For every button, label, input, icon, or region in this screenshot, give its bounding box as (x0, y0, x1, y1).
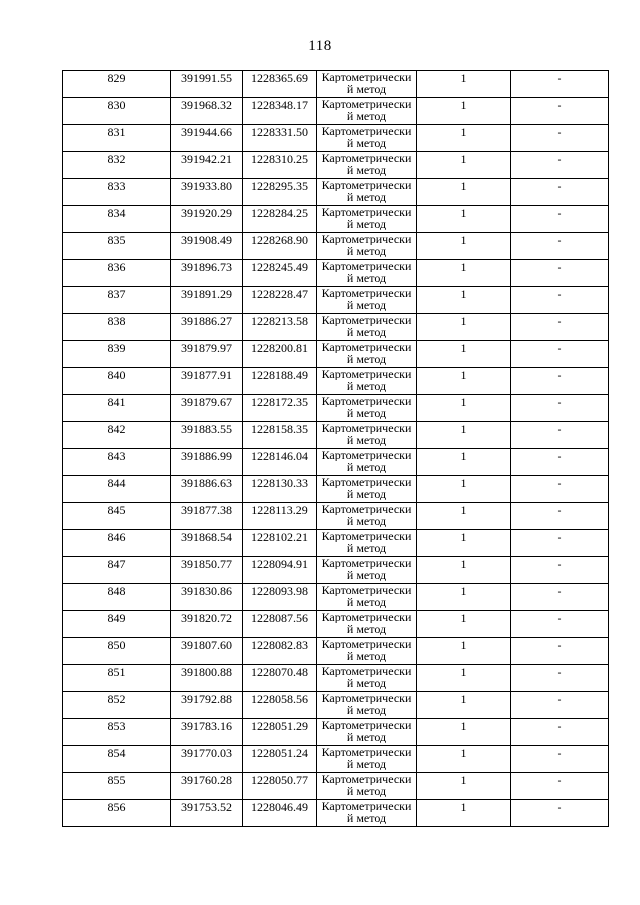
method-line-2: й метод (346, 596, 387, 608)
method-cell (317, 665, 417, 692)
description-cell: - (511, 422, 609, 449)
point-number-cell: 851 (63, 665, 171, 692)
x-coordinate-cell: 391942.21 (171, 152, 243, 179)
table-row (63, 152, 609, 179)
method-line-1: Картометрически (321, 449, 412, 461)
method-line-1: Картометрически (321, 800, 412, 812)
table-row (63, 260, 609, 287)
method-line-1: Картометрически (321, 395, 412, 407)
description-cell: - (511, 71, 609, 98)
accuracy-cell: 1 (417, 368, 511, 395)
accuracy-cell: 1 (417, 530, 511, 557)
y-coordinate-cell: 1228051.29 (243, 719, 317, 746)
method-line-2: й метод (346, 731, 387, 743)
method-line-1: Картометрически (321, 179, 412, 191)
x-coordinate-cell: 391991.55 (171, 71, 243, 98)
method-cell (317, 800, 417, 827)
method-line-2: й метод (346, 515, 387, 527)
method-line-1: Картометрически (321, 719, 412, 731)
method-line-2: й метод (346, 299, 387, 311)
x-coordinate-cell: 391968.32 (171, 98, 243, 125)
accuracy-cell: 1 (417, 746, 511, 773)
y-coordinate-cell: 1228094.91 (243, 557, 317, 584)
y-coordinate-cell: 1228245.49 (243, 260, 317, 287)
method-line-1: Картометрически (321, 206, 412, 218)
description-cell: - (511, 314, 609, 341)
point-number-cell: 847 (63, 557, 171, 584)
table-row (63, 611, 609, 638)
table-row (63, 449, 609, 476)
method-line-2: й метод (346, 353, 387, 365)
x-coordinate-cell: 391807.60 (171, 638, 243, 665)
point-number-cell: 848 (63, 584, 171, 611)
y-coordinate-cell: 1228348.17 (243, 98, 317, 125)
method-cell (317, 179, 417, 206)
method-cell (317, 476, 417, 503)
description-cell: - (511, 206, 609, 233)
method-cell (317, 206, 417, 233)
point-number-cell: 837 (63, 287, 171, 314)
table-row (63, 476, 609, 503)
description-cell: - (511, 98, 609, 125)
method-line-1: Картометрически (321, 503, 412, 515)
y-coordinate-cell: 1228050.77 (243, 773, 317, 800)
method-cell (317, 503, 417, 530)
point-number-cell: 834 (63, 206, 171, 233)
x-coordinate-cell: 391944.66 (171, 125, 243, 152)
method-cell (317, 314, 417, 341)
method-cell (317, 287, 417, 314)
method-line-2: й метод (346, 704, 387, 716)
point-number-cell: 854 (63, 746, 171, 773)
accuracy-cell: 1 (417, 179, 511, 206)
coordinates-table-body (63, 71, 609, 827)
point-number-cell: 842 (63, 422, 171, 449)
x-coordinate-cell: 391933.80 (171, 179, 243, 206)
description-cell: - (511, 125, 609, 152)
accuracy-cell: 1 (417, 638, 511, 665)
method-line-2: й метод (346, 191, 387, 203)
method-line-2: й метод (346, 785, 387, 797)
accuracy-cell: 1 (417, 449, 511, 476)
method-line-1: Картометрически (321, 125, 412, 137)
method-cell (317, 557, 417, 584)
method-line-1: Картометрически (321, 611, 412, 623)
method-line-2: й метод (346, 272, 387, 284)
method-line-2: й метод (346, 380, 387, 392)
method-cell (317, 125, 417, 152)
method-line-2: й метод (346, 407, 387, 419)
accuracy-cell: 1 (417, 71, 511, 98)
y-coordinate-cell: 1228284.25 (243, 206, 317, 233)
method-cell (317, 98, 417, 125)
table-row (63, 638, 609, 665)
point-number-cell: 853 (63, 719, 171, 746)
point-number-cell: 839 (63, 341, 171, 368)
method-line-1: Картометрически (321, 638, 412, 650)
accuracy-cell: 1 (417, 206, 511, 233)
point-number-cell: 833 (63, 179, 171, 206)
method-line-1: Картометрически (321, 476, 412, 488)
x-coordinate-cell: 391820.72 (171, 611, 243, 638)
y-coordinate-cell: 1228228.47 (243, 287, 317, 314)
table-row (63, 341, 609, 368)
y-coordinate-cell: 1228058.56 (243, 692, 317, 719)
method-cell (317, 773, 417, 800)
accuracy-cell: 1 (417, 692, 511, 719)
x-coordinate-cell: 391868.54 (171, 530, 243, 557)
method-line-1: Картометрически (321, 665, 412, 677)
x-coordinate-cell: 391830.86 (171, 584, 243, 611)
accuracy-cell: 1 (417, 98, 511, 125)
description-cell: - (511, 719, 609, 746)
table-row (63, 422, 609, 449)
table-row (63, 665, 609, 692)
method-line-1: Картометрически (321, 773, 412, 785)
accuracy-cell: 1 (417, 422, 511, 449)
method-line-1: Картометрически (321, 692, 412, 704)
method-cell (317, 530, 417, 557)
method-line-2: й метод (346, 245, 387, 257)
accuracy-cell: 1 (417, 395, 511, 422)
method-line-2: й метод (346, 326, 387, 338)
point-number-cell: 835 (63, 233, 171, 260)
point-number-cell: 832 (63, 152, 171, 179)
description-cell: - (511, 638, 609, 665)
method-cell (317, 584, 417, 611)
y-coordinate-cell: 1228102.21 (243, 530, 317, 557)
method-cell (317, 260, 417, 287)
description-cell: - (511, 746, 609, 773)
table-row (63, 719, 609, 746)
table-row (63, 71, 609, 98)
description-cell: - (511, 773, 609, 800)
point-number-cell: 856 (63, 800, 171, 827)
x-coordinate-cell: 391877.91 (171, 368, 243, 395)
y-coordinate-cell: 1228087.56 (243, 611, 317, 638)
accuracy-cell: 1 (417, 287, 511, 314)
y-coordinate-cell: 1228331.50 (243, 125, 317, 152)
point-number-cell: 840 (63, 368, 171, 395)
x-coordinate-cell: 391753.52 (171, 800, 243, 827)
description-cell: - (511, 584, 609, 611)
y-coordinate-cell: 1228113.29 (243, 503, 317, 530)
point-number-cell: 836 (63, 260, 171, 287)
method-line-1: Картометрически (321, 98, 412, 110)
method-line-1: Картометрически (321, 341, 412, 353)
page-number: 118 (308, 38, 332, 54)
method-line-1: Картометрически (321, 368, 412, 380)
table-row (63, 692, 609, 719)
x-coordinate-cell: 391920.29 (171, 206, 243, 233)
method-cell (317, 611, 417, 638)
x-coordinate-cell: 391886.27 (171, 314, 243, 341)
description-cell: - (511, 233, 609, 260)
method-line-2: й метод (346, 677, 387, 689)
point-number-cell: 846 (63, 530, 171, 557)
y-coordinate-cell: 1228070.48 (243, 665, 317, 692)
y-coordinate-cell: 1228295.35 (243, 179, 317, 206)
method-line-1: Картометрически (321, 314, 412, 326)
description-cell: - (511, 800, 609, 827)
y-coordinate-cell: 1228093.98 (243, 584, 317, 611)
description-cell: - (511, 665, 609, 692)
description-cell: - (511, 287, 609, 314)
method-line-2: й метод (346, 569, 387, 581)
y-coordinate-cell: 1228158.35 (243, 422, 317, 449)
method-line-2: й метод (346, 812, 387, 824)
method-cell (317, 368, 417, 395)
x-coordinate-cell: 391886.63 (171, 476, 243, 503)
method-line-1: Картометрически (321, 530, 412, 542)
description-cell: - (511, 503, 609, 530)
x-coordinate-cell: 391908.49 (171, 233, 243, 260)
description-cell: - (511, 395, 609, 422)
table-row (63, 98, 609, 125)
x-coordinate-cell: 391760.28 (171, 773, 243, 800)
description-cell: - (511, 179, 609, 206)
method-line-2: й метод (346, 758, 387, 770)
accuracy-cell: 1 (417, 719, 511, 746)
description-cell: - (511, 449, 609, 476)
table-row (63, 557, 609, 584)
x-coordinate-cell: 391879.97 (171, 341, 243, 368)
method-line-2: й метод (346, 218, 387, 230)
table-row (63, 368, 609, 395)
method-line-2: й метод (346, 488, 387, 500)
table-row (63, 530, 609, 557)
y-coordinate-cell: 1228172.35 (243, 395, 317, 422)
x-coordinate-cell: 391770.03 (171, 746, 243, 773)
table-row (63, 206, 609, 233)
method-line-2: й метод (346, 83, 387, 95)
method-line-2: й метод (346, 542, 387, 554)
point-number-cell: 852 (63, 692, 171, 719)
y-coordinate-cell: 1228130.33 (243, 476, 317, 503)
table-row (63, 125, 609, 152)
table-row (63, 746, 609, 773)
table-row (63, 584, 609, 611)
method-line-1: Картометрически (321, 557, 412, 569)
description-cell: - (511, 368, 609, 395)
description-cell: - (511, 611, 609, 638)
table-row (63, 773, 609, 800)
x-coordinate-cell: 391792.88 (171, 692, 243, 719)
y-coordinate-cell: 1228310.25 (243, 152, 317, 179)
accuracy-cell: 1 (417, 503, 511, 530)
accuracy-cell: 1 (417, 152, 511, 179)
method-line-2: й метод (346, 623, 387, 635)
x-coordinate-cell: 391879.67 (171, 395, 243, 422)
accuracy-cell: 1 (417, 800, 511, 827)
method-cell (317, 395, 417, 422)
x-coordinate-cell: 391886.99 (171, 449, 243, 476)
method-cell (317, 422, 417, 449)
method-line-1: Картометрически (321, 233, 412, 245)
method-line-2: й метод (346, 164, 387, 176)
point-number-cell: 830 (63, 98, 171, 125)
y-coordinate-cell: 1228046.49 (243, 800, 317, 827)
accuracy-cell: 1 (417, 341, 511, 368)
point-number-cell: 844 (63, 476, 171, 503)
description-cell: - (511, 692, 609, 719)
method-cell (317, 152, 417, 179)
y-coordinate-cell: 1228200.81 (243, 341, 317, 368)
accuracy-cell: 1 (417, 233, 511, 260)
description-cell: - (511, 341, 609, 368)
x-coordinate-cell: 391800.88 (171, 665, 243, 692)
method-cell (317, 719, 417, 746)
y-coordinate-cell: 1228082.83 (243, 638, 317, 665)
table-row (63, 314, 609, 341)
x-coordinate-cell: 391783.16 (171, 719, 243, 746)
coordinates-table (62, 70, 609, 827)
method-cell (317, 746, 417, 773)
table-row (63, 395, 609, 422)
x-coordinate-cell: 391896.73 (171, 260, 243, 287)
point-number-cell: 843 (63, 449, 171, 476)
table-row (63, 503, 609, 530)
method-line-2: й метод (346, 461, 387, 473)
point-number-cell: 845 (63, 503, 171, 530)
point-number-cell: 841 (63, 395, 171, 422)
accuracy-cell: 1 (417, 314, 511, 341)
point-number-cell: 831 (63, 125, 171, 152)
point-number-cell: 838 (63, 314, 171, 341)
description-cell: - (511, 557, 609, 584)
y-coordinate-cell: 1228268.90 (243, 233, 317, 260)
description-cell: - (511, 152, 609, 179)
accuracy-cell: 1 (417, 125, 511, 152)
table-row (63, 179, 609, 206)
method-line-2: й метод (346, 434, 387, 446)
method-line-2: й метод (346, 650, 387, 662)
method-cell (317, 449, 417, 476)
method-line-1: Картометрически (321, 260, 412, 272)
accuracy-cell: 1 (417, 584, 511, 611)
description-cell: - (511, 476, 609, 503)
point-number-cell: 849 (63, 611, 171, 638)
method-cell (317, 71, 417, 98)
y-coordinate-cell: 1228365.69 (243, 71, 317, 98)
x-coordinate-cell: 391877.38 (171, 503, 243, 530)
x-coordinate-cell: 391883.55 (171, 422, 243, 449)
accuracy-cell: 1 (417, 611, 511, 638)
method-cell (317, 233, 417, 260)
y-coordinate-cell: 1228188.49 (243, 368, 317, 395)
method-line-1: Картометрически (321, 71, 412, 83)
method-line-1: Картометрически (321, 746, 412, 758)
accuracy-cell: 1 (417, 557, 511, 584)
accuracy-cell: 1 (417, 665, 511, 692)
method-cell (317, 692, 417, 719)
point-number-cell: 850 (63, 638, 171, 665)
y-coordinate-cell: 1228051.24 (243, 746, 317, 773)
description-cell: - (511, 260, 609, 287)
y-coordinate-cell: 1228146.04 (243, 449, 317, 476)
method-line-2: й метод (346, 137, 387, 149)
x-coordinate-cell: 391891.29 (171, 287, 243, 314)
accuracy-cell: 1 (417, 260, 511, 287)
table-row (63, 233, 609, 260)
accuracy-cell: 1 (417, 773, 511, 800)
method-line-1: Картометрически (321, 287, 412, 299)
method-line-1: Картометрически (321, 584, 412, 596)
method-line-2: й метод (346, 110, 387, 122)
point-number-cell: 855 (63, 773, 171, 800)
point-number-cell: 829 (63, 71, 171, 98)
description-cell: - (511, 530, 609, 557)
table-row (63, 287, 609, 314)
method-line-1: Картометрически (321, 422, 412, 434)
x-coordinate-cell: 391850.77 (171, 557, 243, 584)
method-cell (317, 341, 417, 368)
table-row (63, 800, 609, 827)
y-coordinate-cell: 1228213.58 (243, 314, 317, 341)
method-cell (317, 638, 417, 665)
accuracy-cell: 1 (417, 476, 511, 503)
method-line-1: Картометрически (321, 152, 412, 164)
